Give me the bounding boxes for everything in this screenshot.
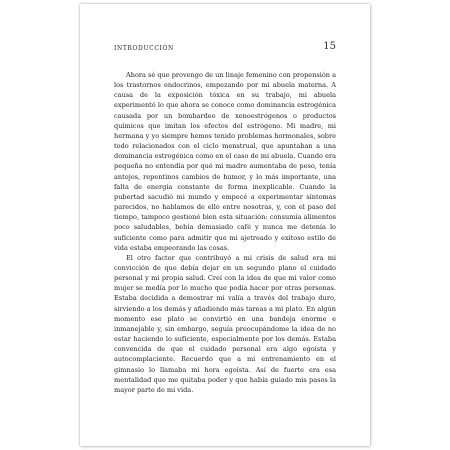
page-number: 15 bbox=[323, 41, 336, 52]
body-text bbox=[114, 70, 336, 395]
paragraph: El otro factor que contribuyó a mi crisis de salud era mi convicción de que debía dejar en un segundo plano el cuidado personal y mi propia salud. Creí con la idea de que mi valor como mujer se medía por lo mucho que podía hacer por otras personas. Estaba decidida a demostrar mi valía a través del trabajo duro, sirviendo a los demás y añadiendo más tareas a mi plato. En algún momento ese plato se convirtió en una bandeja enorme e inmanejable y, sin embargo, seguía preocupándome la idea de no estar haciendo lo suficiente, especialmente por los demás. Estaba convencida de que el cuidado personal era algo egoísta y autocomplaciente. Recuerdo que a mi entrenamiento en el gimnasio lo llamaba mi hora egoísta. Así de fuerte era esa mentalidad que me quitaba poder y que había guiado mis pasos la mayor parte de mi vida. bbox=[114, 253, 336, 394]
paragraph: Ahora sé que provengo de un linaje femenino con propensión a los trastornos endocrinos, empezando por mi abuela materna. A causa de la exposición tóxica en su trabajo, mi abuela experimentó lo que ahora se conoce como dominancia estrogénica causada por un bombardeo de xenoestrógenos o productos químicos que imitan los efectos del estrógeno. Mi madre, mi hermana y yo siempre hemos tenido problemas hormonales, sobre todo relacionados con el ciclo menstrual, que apuntaban a una dominancia estrogénica como en el caso de mi abuela. Cuando era pequeña no entendía por qué mi madre aumentaba de peso, tenía antojos, repentinos cambios de humor, y lo más importante, una falta de energía constante de forma inexplicable. Cuando la pubertad sacudió mi mundo y empecé a experimentar síntomas parecidos, no hablamos de ello entre nosotras, y, con el paso del tiempo, tampoco gestioné bien esta situación: consumía alimentos poco saludables, bebía demasiado café y nunca me detenía lo suficiente como para admitir que mi ajetreado y exitoso estilo de vida estaba empeorando las cosas. bbox=[114, 71, 336, 252]
running-head bbox=[114, 41, 336, 55]
section-title: INTRODUCCIÓN bbox=[114, 45, 174, 52]
book-page bbox=[80, 4, 370, 446]
